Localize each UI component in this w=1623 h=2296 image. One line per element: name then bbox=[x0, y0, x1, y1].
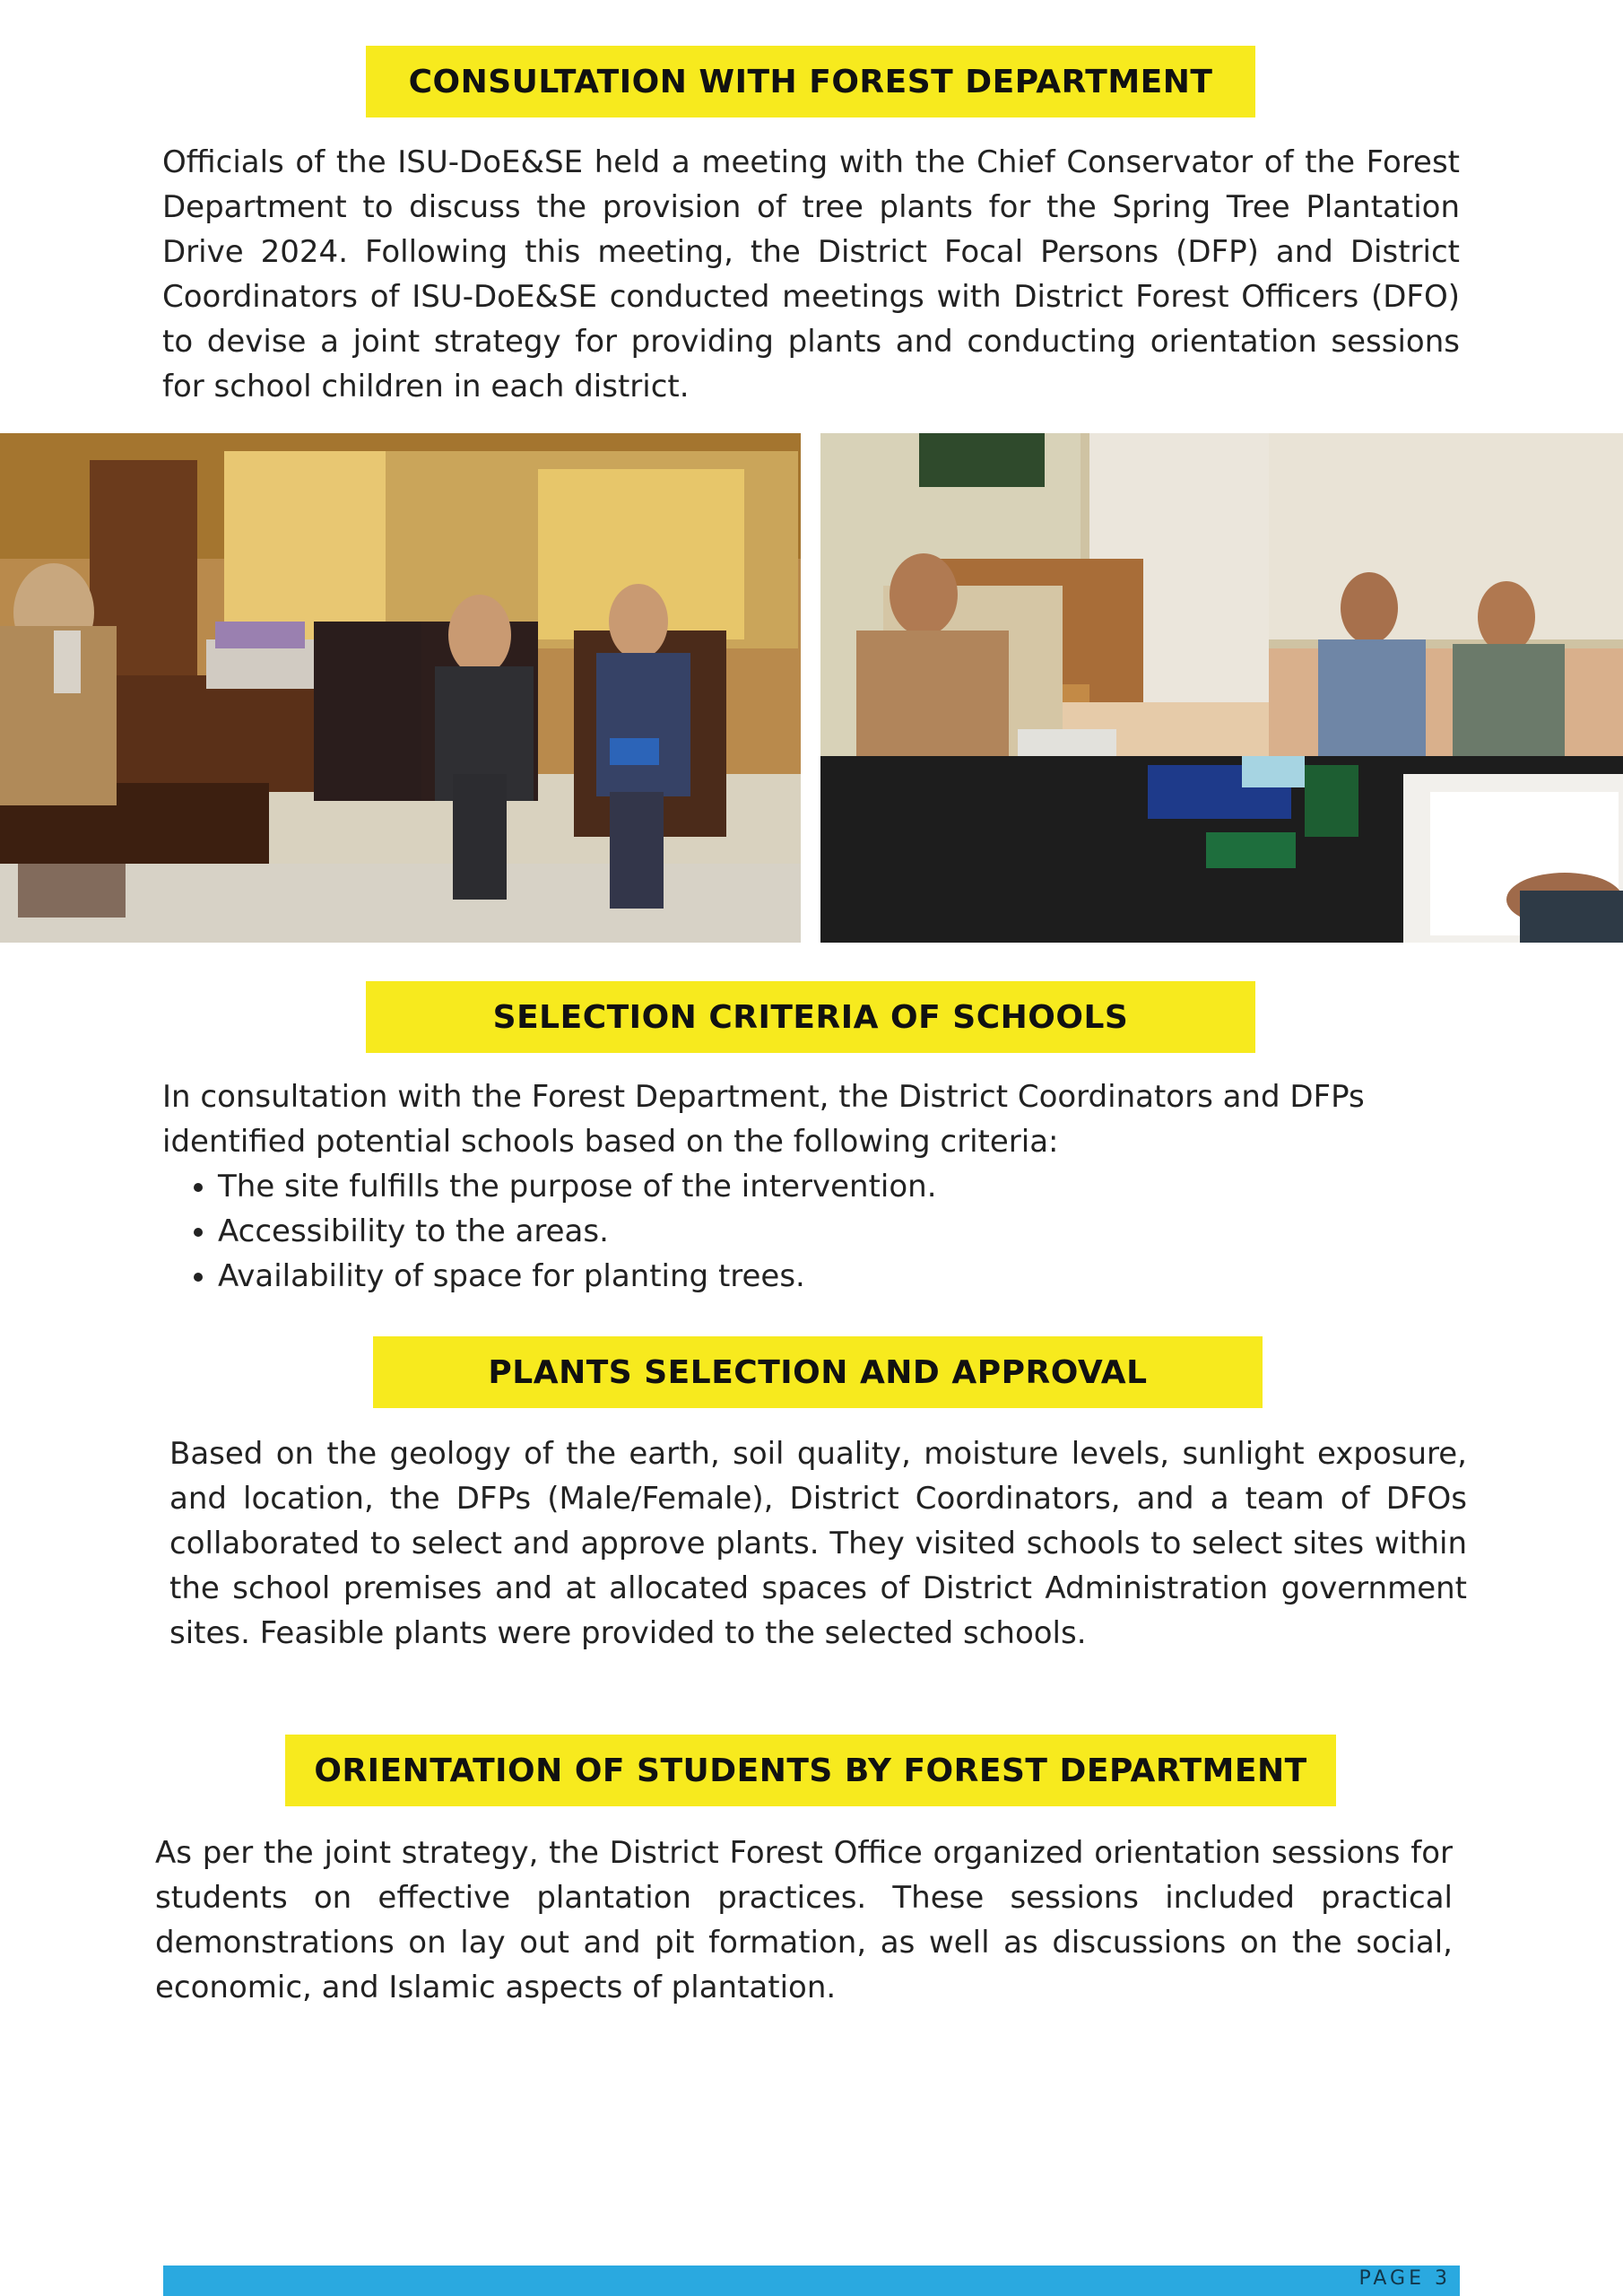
orientation-paragraph: As per the joint strategy, the District Forest Office organized orientation sessions for students on effective plantation practices. These sessions included practical demonstrations on lay out and pit formation, as well as discussions on the social, economic, and Islamic aspects of plantation. bbox=[155, 1835, 1453, 2005]
footer-bar bbox=[163, 2266, 1460, 2296]
section-heading-plants-selection: PLANTS SELECTION AND APPROVAL bbox=[373, 1336, 1263, 1408]
page-number: PAGE 3 bbox=[1358, 2267, 1451, 2290]
photo-meeting-district-forest-officer bbox=[820, 433, 1623, 943]
section-heading-selection-criteria: SELECTION CRITERIA OF SCHOOLS bbox=[366, 981, 1255, 1053]
consultation-paragraph: Officials of the ISU-DoE&SE held a meeting with the Chief Conservator of the Forest Department to discuss the provision of tree plants for the Spring Tree Plantation Drive 2024. Following this meeting, the District Focal Persons (DFP) and District Coordinators of ISU-DoE&SE conducted meetings with District Forest Officers (DFO) to devise a joint strategy for providing plants and conducting orientation sessions for school children in each district. bbox=[162, 144, 1460, 404]
section-heading-orientation: ORIENTATION OF STUDENTS BY FOREST DEPARTMENT bbox=[285, 1735, 1336, 1806]
selection-criteria-list bbox=[162, 1164, 1473, 1299]
selection-intro-paragraph: In consultation with the Forest Department, the District Coordinators and DFPs identified potential schools based on the following criteria: bbox=[162, 1079, 1365, 1160]
section-heading-consultation: CONSULTATION WITH FOREST DEPARTMENT bbox=[366, 46, 1255, 117]
criteria-item: • Availability of space for planting trees. bbox=[218, 1254, 1473, 1299]
criteria-item: • Accessibility to the areas. bbox=[218, 1209, 1473, 1254]
plants-selection-paragraph: Based on the geology of the earth, soil quality, moisture levels, sunlight exposure, and location, the DFPs (Male/Female), District Coordinators, and a team of DFOs collaborated to select and approve plants. They visited schools to select sites within the school premises and at allocated spaces of District Administration government sites. Feasible plants were provided to the selected schools. bbox=[169, 1436, 1467, 1651]
photo-meeting-chief-conservator bbox=[0, 433, 801, 943]
criteria-item: • The site fulfills the purpose of the intervention. bbox=[218, 1164, 1473, 1209]
